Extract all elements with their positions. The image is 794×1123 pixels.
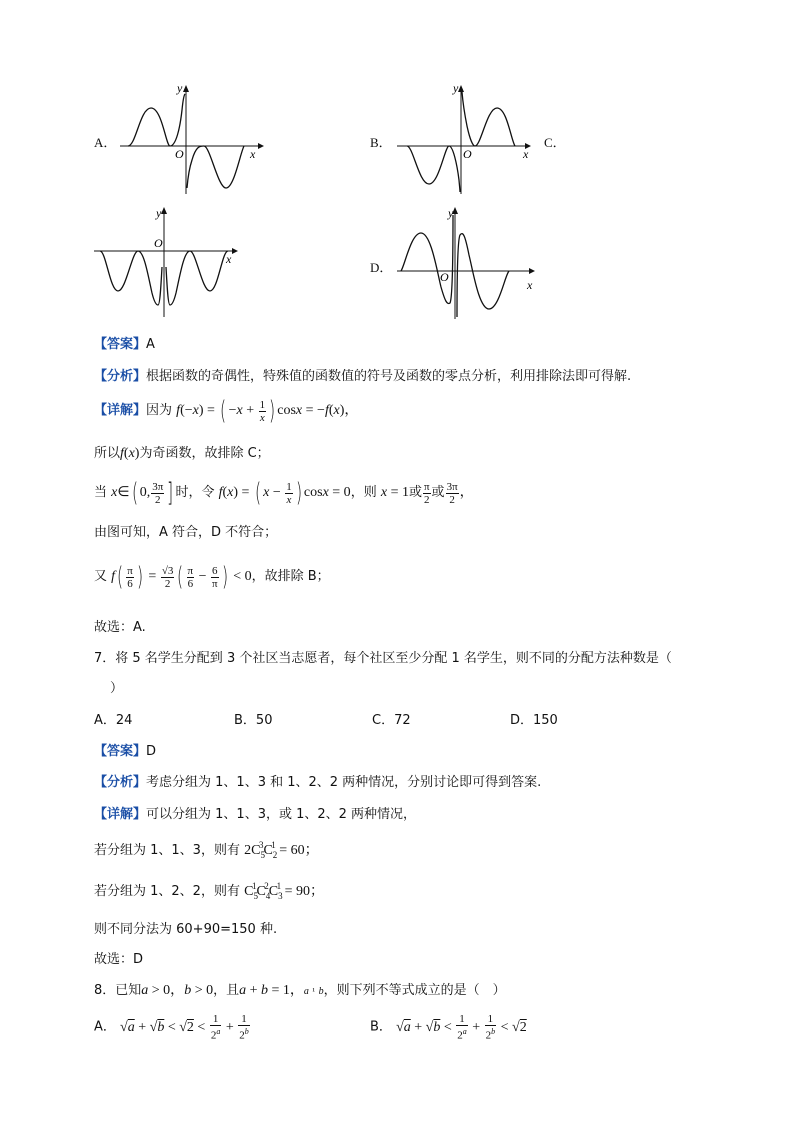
graph-d-origin: O (440, 270, 449, 284)
option-d-label: D． (370, 260, 393, 275)
graph-c (92, 205, 242, 325)
q7-case2: 若分组为 1、2、2，则有 $C_5^1C_4^2C_3^1 = 90$； (94, 881, 325, 901)
q8-option-b: B． √a + √b < $\frac{1}{2^a}$ + $\frac{1}{2^b}$ < √2 (370, 1013, 527, 1042)
q7-detail: 【详解】可以分组为 1、1、3，或 1、2、2 两种情况， (94, 807, 417, 822)
q8-option-a: A． √a + √b < √2 < $\frac{1}{2^a}$ + $\frac{1}{2^b}$ (94, 1013, 249, 1042)
q6-conclusion: 故选：A. (94, 620, 146, 635)
q6-detail-line1: 【详解】因为 f(−x) = ( −x + $\frac{1}{x}$ ) cosx = −f(x)， (94, 396, 359, 426)
graph-a-origin: O (175, 147, 184, 161)
graph-b-y: y (453, 81, 459, 95)
graph-b-x: x (523, 147, 529, 161)
q7-stem-close: ） (110, 681, 124, 696)
q7-total: 则不同分法为 60+90=150 种. (94, 922, 278, 937)
q7-case1: 若分组为 1、1、3，则有 $2C_5^3C_2^1 = 60$； (94, 840, 319, 860)
q6-answer: 【答案】A (94, 337, 155, 352)
graph-c-y: y (156, 206, 162, 220)
graph-b (395, 80, 545, 200)
option-b-label: B． (370, 135, 392, 150)
graph-b-origin: O (463, 147, 472, 161)
q6-detail-line4: 由图可知，A 符合，D 不符合； (94, 525, 278, 540)
q7-analysis: 【分析】考虑分组为 1、1、3 和 1、2、2 两种情况，分别讨论即可得到答案. (94, 775, 542, 790)
graph-a-x: x (250, 147, 256, 161)
graph-c-origin: O (154, 236, 163, 250)
q6-analysis: 【分析】根据函数的奇偶性，特殊值的函数值的符号及函数的零点分析，利用排除法即可得解. (94, 369, 632, 384)
option-c-label: C． (544, 135, 566, 150)
q7-answer: 【答案】D (94, 744, 157, 759)
q6-detail-line5: 又 f( $\frac{\pi}{6}$ ) = $\frac{√3}{2}$ ( $\frac{\pi}{6}$ − $\frac{6}{\pi}$ ) < 0，故排除 B； (94, 562, 330, 592)
q7-option-c: C．72 (372, 713, 411, 728)
q7-stem: 7．将 5 名学生分配到 3 个社区当志愿者，每个社区至少分配 1 名学生，则不同的分配方法种数是（ (94, 651, 672, 666)
q7-conclusion: 故选：D (94, 952, 144, 967)
q6-detail-line2: 所以f(x)为奇函数，故排除 C； (94, 446, 270, 461)
graph-a (118, 80, 268, 200)
graph-c-x: x (226, 252, 232, 266)
graph-d-x: x (527, 278, 533, 292)
graph-a-y: y (177, 81, 183, 95)
q7-option-a: A．24 (94, 713, 133, 728)
graph-d (395, 205, 545, 325)
q7-option-b: B．50 (234, 713, 273, 728)
q8-stem: 8．已知a > 0，b > 0，且a + b = 1，a ¹ b，则下列不等式成立的是（ ） (94, 983, 506, 998)
q6-detail-line3: 当 x∈( 0, $\frac{3\pi}{2}$ ] 时，令 f(x) = ( x − $\frac{1}{x}$ ) cosx = 0，则 x = 1或 $\frac{\pi}{2}$ 或 $\frac{3\pi}{2}$ ， (94, 478, 474, 508)
graph-d-y: y (448, 206, 454, 220)
option-a-label: A． (94, 135, 117, 150)
q7-option-d: D．150 (510, 713, 558, 728)
